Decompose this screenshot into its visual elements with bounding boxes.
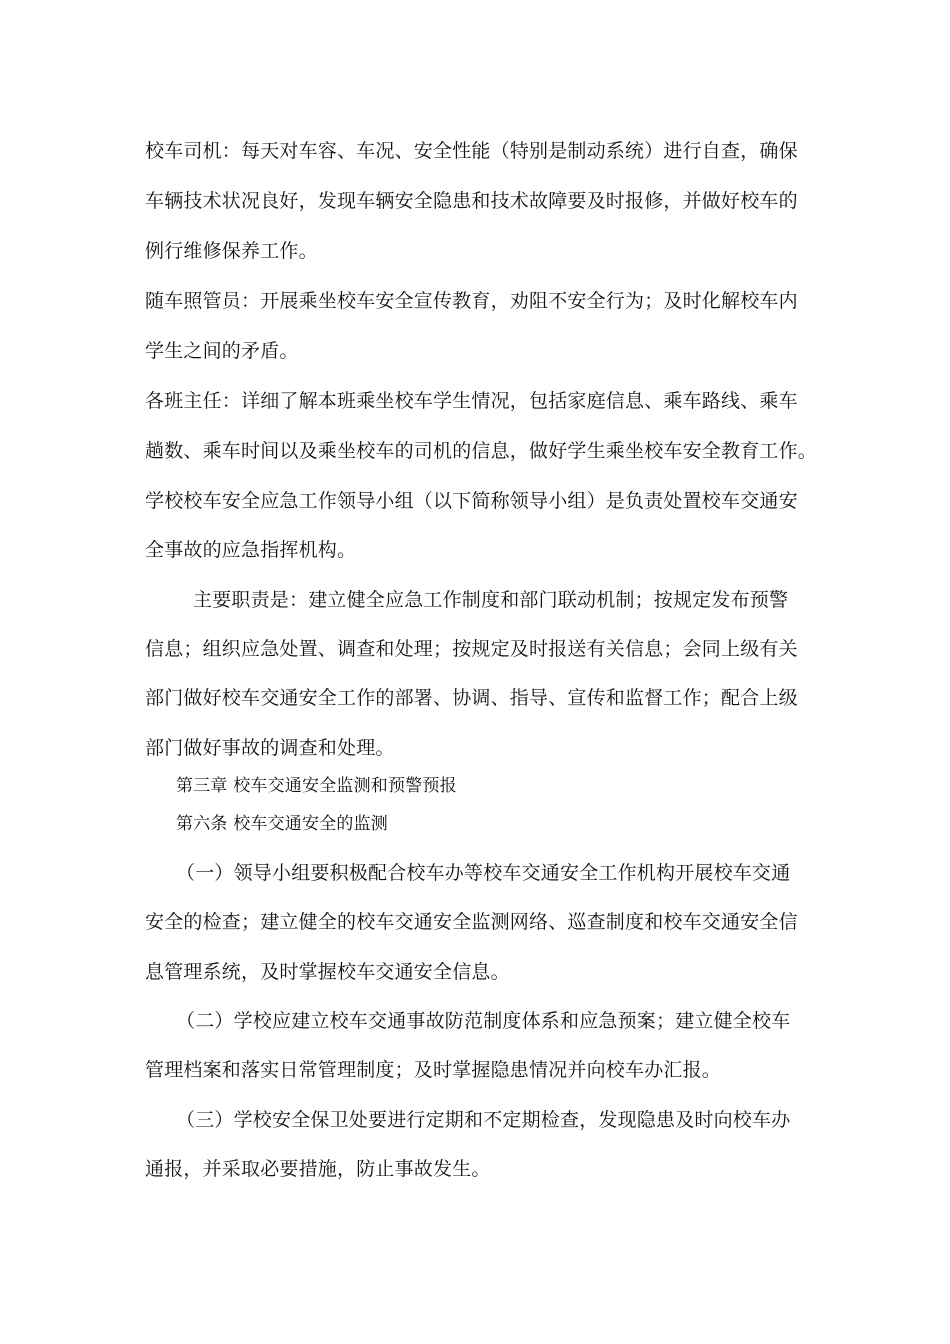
text-line: 趟数、乘车时间以及乘坐校车的司机的信息，做好学生乘坐校车安全教育工作。: [145, 440, 818, 462]
text-line: 学校校车安全应急工作领导小组（以下简称领导小组）是负责处置校车交通安: [145, 490, 798, 512]
text-line: 例行维修保养工作。: [145, 240, 318, 262]
text-line: 通报，并采取必要措施，防止事故发生。: [145, 1158, 491, 1180]
text-line: 部门做好事故的调查和处理。: [145, 737, 395, 759]
article-title: 第六条 校车交通安全的监测: [176, 814, 389, 834]
text-line: 信息；组织应急处置、调查和处理；按规定及时报送有关信息；会同上级有关: [145, 638, 798, 660]
text-line: 息管理系统，及时掌握校车交通安全信息。: [145, 961, 510, 983]
text-line: 主要职责是：建立健全应急工作制度和部门联动机制；按规定发布预警: [193, 589, 789, 611]
text-line: 车辆技术状况良好，发现车辆安全隐患和技术故障要及时报修，并做好校车的: [145, 190, 798, 212]
text-line: （一）领导小组要积极配合校车办等校车交通安全工作机构开展校车交通: [176, 862, 791, 884]
text-line: （二）学校应建立校车交通事故防范制度体系和应急预案；建立健全校车: [176, 1010, 791, 1032]
text-line: 安全的检查；建立健全的校车交通安全监测网络、巡查制度和校车交通安全信: [145, 911, 798, 933]
text-line: 随车照管员：开展乘坐校车安全宣传教育，劝阻不安全行为；及时化解校车内: [145, 290, 798, 312]
text-line: 校车司机：每天对车容、车况、安全性能（特别是制动系统）进行自查，确保: [145, 140, 798, 162]
text-line: 部门做好校车交通安全工作的部署、协调、指导、宣传和监督工作；配合上级: [145, 687, 798, 709]
text-line: 各班主任：详细了解本班乘坐校车学生情况，包括家庭信息、乘车路线、乘车: [145, 390, 798, 412]
text-line: （三）学校安全保卫处要进行定期和不定期检查，发现隐患及时向校车办: [176, 1109, 791, 1131]
text-line: 管理档案和落实日常管理制度；及时掌握隐患情况并向校车办汇报。: [145, 1059, 722, 1081]
chapter-title: 第三章 校车交通安全监测和预警预报: [176, 776, 457, 796]
text-line: 全事故的应急指挥机构。: [145, 539, 357, 561]
text-line: 学生之间的矛盾。: [145, 340, 299, 362]
